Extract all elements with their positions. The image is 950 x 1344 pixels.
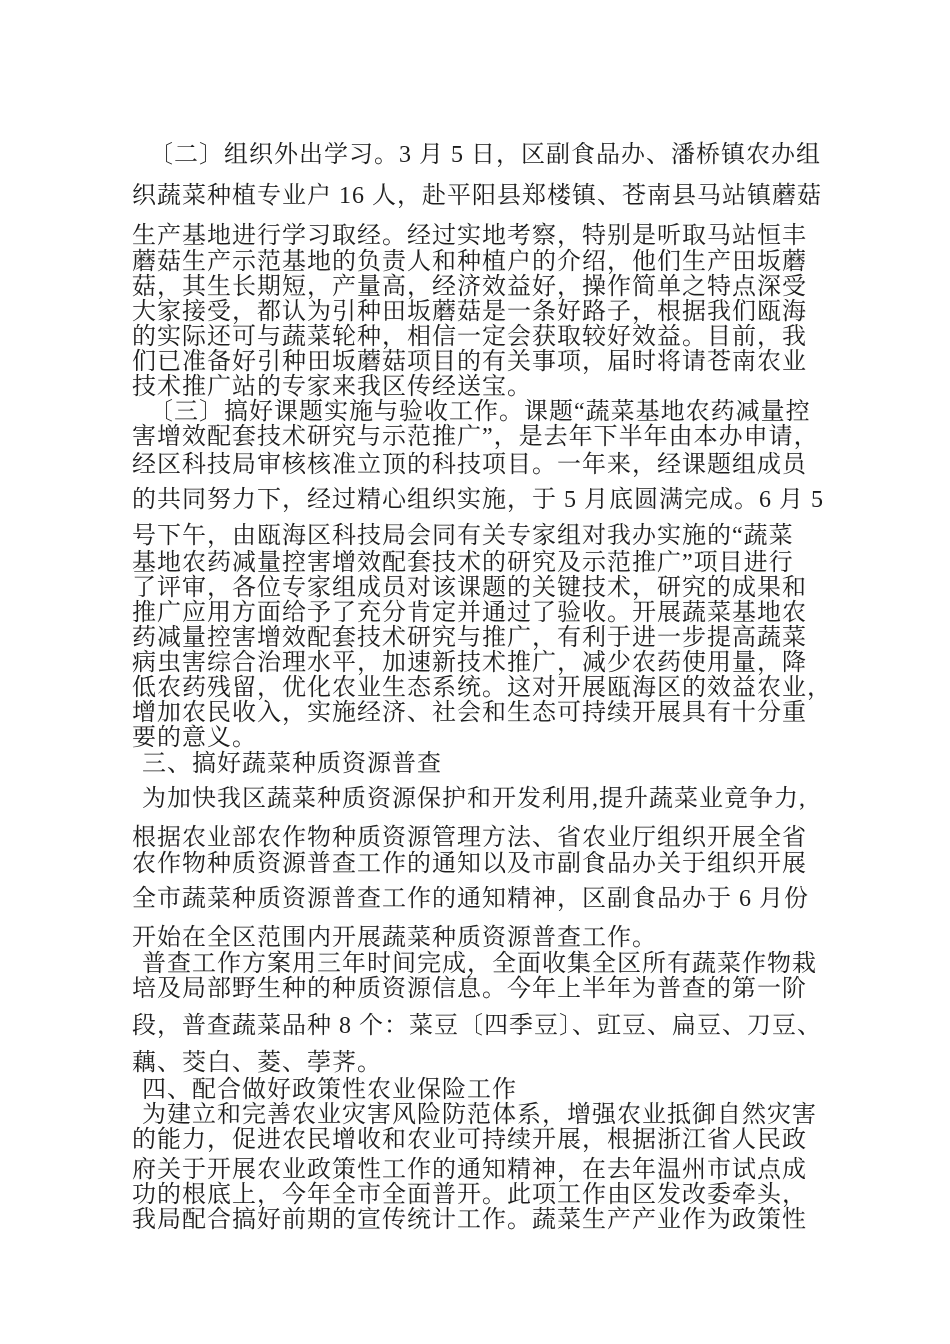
document-line: 织蔬菜种植专业户 16 人，赴平阳县郑楼镇、苍南县马站镇蘑菇 [132,183,822,209]
document-line: 农作物种质资源普查工作的通知以及市副食品办关于组织开展 [132,851,807,877]
document-line: 府关于开展农业政策性工作的通知精神，在去年温州市试点成 [132,1157,807,1183]
document-line: 增加农民收入，实施经济、社会和生态可持续开展具有十分重 [132,700,807,726]
document-line: 技术推广站的专家来我区传经送宝。 [132,374,532,400]
document-line: 我局配合搞好前期的宣传统计工作。蔬菜生产产业作为政策性 [132,1207,807,1233]
document-body [132,143,832,1233]
document-line: 菇，其生长期短，产量高，经济效益好，操作简单之特点深受 [132,274,807,300]
document-line: 推广应用方面给予了充分肯定并通过了验收。开展蔬菜基地农 [132,600,807,626]
document-line: 段，普查蔬菜品种 8 个：菜豆〔四季豆〕、豇豆、扁豆、刀豆、 [132,1013,822,1039]
document-line: 全市蔬菜种质资源普查工作的通知精神，区副食品办于 6 月份 [132,886,809,912]
document-line: 功的根底上，今年全市全面普开。此项工作由区发改委牵头， [132,1182,807,1208]
document-line: 的实际还可与蔬菜轮种，相信一定会获取较好效益。目前，我 [132,324,807,350]
document-line: 病虫害综合治理水平，加速新技术推广，减少农药使用量，降 [132,650,807,676]
document-line: 们已准备好引种田坂蘑菇项目的有关事项，届时将请苍南农业 [132,349,807,375]
document-line: 四、配合做好政策性农业保险工作 [142,1077,517,1103]
document-line: 〔二〕组织外出学习。3 月 5 日，区副食品办、潘桥镇农办组 [149,142,821,168]
document-line: 害增效配套技术研究与示范推广”，是去年下半年由本办申请， [132,424,819,450]
document-line: 号下午，由瓯海区科技局会同有关专家组对我办实施的“蔬菜 [132,523,794,549]
document-line: 了评审，各位专家组成员对该课题的关键技术，研究的成果和 [132,575,807,601]
document-line: 为建立和完善农业灾害风险防范体系，增强农业抵御自然灾害 [142,1102,817,1128]
document-line: 根据农业部农作物种质资源管理方法、省农业厅组织开展全省 [132,825,807,851]
document-line: 〔三〕搞好课题实施与验收工作。课题“蔬菜基地农药减量控 [149,399,811,425]
document-line: 蘑菇生产示范基地的负责人和种植户的介绍，他们生产田坂蘑 [132,249,807,275]
document-line: 低农药残留，优化农业生态系统。这对开展瓯海区的效益农业， [132,675,832,701]
document-line: 培及局部野生种的种质资源信息。今年上半年为普查的第一阶 [132,976,807,1002]
document-line: 为加快我区蔬菜种质资源保护和开发利用,提升蔬菜业竟争力, [142,786,806,812]
document-line: 的共同努力下，经过精心组织实施，于 5 月底圆满完成。6 月 5 [132,487,824,513]
document-line: 药减量控害增效配套技术研究与推广，有利于进一步提高蔬菜 [132,625,807,651]
document-line: 开始在全区范围内开展蔬菜种质资源普查工作。 [132,925,657,951]
document-line: 大家接受，都认为引种田坂蘑菇是一条好路子，根据我们瓯海 [132,299,807,325]
document-line: 经区科技局审核核准立顶的科技项目。一年来，经课题组成员 [132,452,807,478]
document-line: 生产基地进行学习取经。经过实地考察，特别是听取马站恒丰 [132,223,807,249]
document-line: 普查工作方案用三年时间完成，全面收集全区所有蔬菜作物栽 [142,951,817,977]
document-line: 要的意义。 [132,725,257,751]
document-line: 三、搞好蔬菜种质资源普查 [142,751,442,777]
document-line: 基地农药减量控害增效配套技术的研究及示范推广”项目进行 [132,550,794,576]
document-line: 的能力，促进农民增收和农业可持续开展，根据浙江省人民政 [132,1127,807,1153]
document-line: 藕、茭白、菱、荸荠。 [132,1050,382,1076]
